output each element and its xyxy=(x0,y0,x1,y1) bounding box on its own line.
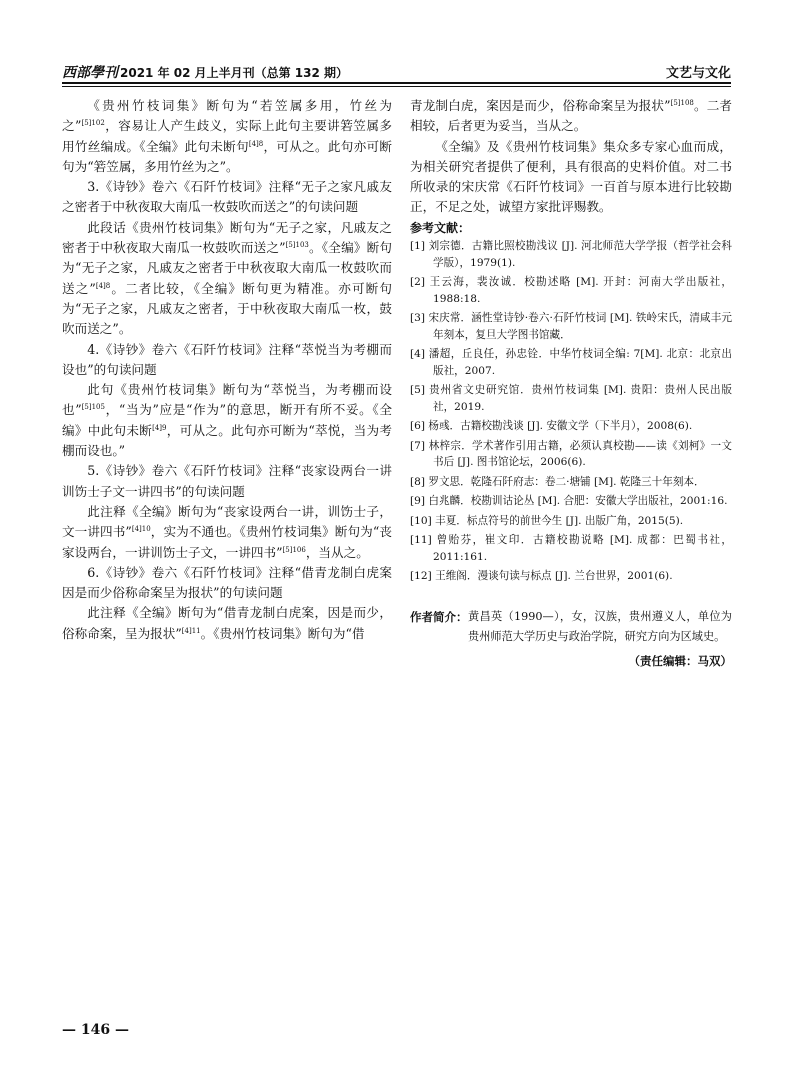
left-column xyxy=(62,96,392,644)
reference-item: [9] 白兆麟．校勘训诂论丛 [M]. 合肥：安徽大学出版社，2001:16. xyxy=(410,495,728,508)
body-heading: 青龙制白虎，案因是而少，俗称命案呈为报状”$^{[5]108}$。二者相较，后者更为妥当，当从之。 xyxy=(410,98,732,134)
body-paragraph: 此注释《全编》断句为“借青龙制白虎案，因是而少，俗称命案，呈为报状”$^{[4]11}$。《贵州竹枝词集》断句为“借 xyxy=(62,605,392,641)
reference-item: [10] 丰夏．标点符号的前世今生 [J]. 出版广角，2015(5). xyxy=(410,514,684,527)
reference-item: [5] 贵州省文史研究馆．贵州竹枝词集 [M]. 贵阳：贵州人民出版社，2019. xyxy=(410,384,732,413)
citation-superscript: [5]105 xyxy=(81,403,105,412)
reference-item: [2] 王云海，裴汝诚．校勘述略 [M]. 开封：河南大学出版社，1988:18. xyxy=(410,276,732,305)
reference-item: [12] 王维阁．漫谈句读与标点 [J]. 兰台世界，2001(6). xyxy=(410,570,673,583)
reference-item: [4] 潘超，丘良任，孙忠铨．中华竹枝词全编: 7[M]. 北京：北京出版社，2007. xyxy=(410,348,732,377)
reference-item: [6] 杨彧．古籍校勘浅谈 [J]. 安徽文学（下半月），2008(6). xyxy=(410,420,693,433)
citation-superscript: [4]11 xyxy=(181,626,201,635)
reference-item: [3] 宋庆常．涵性堂诗钞·卷六·石阡竹枝词 [M]. 铁岭宋氏，清咸丰元年刻本，复旦大学图书馆藏． xyxy=(410,312,732,341)
citation-superscript: [5]106 xyxy=(282,545,306,554)
citation-superscript: [4]8 xyxy=(248,139,264,148)
body-heading: 6.《诗钞》卷六《石阡竹枝词》注释“借青龙制白虎案因是而少俗称命案呈为报状”的句读问题 xyxy=(62,564,392,601)
reference-item: [11] 曾贻芬，崔文印．古籍校勘说略 [M]. 成都：巴蜀书社，2011:161. xyxy=(410,534,732,563)
body-heading: 4.《诗钞》卷六《石阡竹枝词》注释“萃悦当为考棚而设也”的句读问题 xyxy=(62,341,392,377)
header-rule-thin xyxy=(62,86,731,87)
body-paragraph: 《贵州竹枝词集》断句为“若笠属多用，竹丝为之”$^{[5]102}$，容易让人产生歧义，实际上此句主要讲箬笠属多用竹丝编成。《全编》此句未断句$^{[4]8}$，可从之。此句亦可断句为“箬笠属，多用竹丝为之”。 xyxy=(62,98,393,174)
body-heading: 5.《诗钞》卷六《石阡竹枝词》注释“丧家设两台一讲训饬士子文一讲四书”的句读问题 xyxy=(62,463,392,499)
body-paragraph: 此段话《贵州竹枝词集》断句为“无子之家，凡戚友之密者于中秋夜取大南瓜一枚鼓吹而送之”$^{[5]103}$。《全编》断句为“无子之家，凡戚友之密者于中秋夜取大南瓜一枚鼓吹而送之”$^{[4]8}$。二者比较，《全编》断句更为精准。亦可断句为“无子之家，凡戚友之密者，于中秋夜取大南瓜一枚，鼓吹而送之”。 xyxy=(62,219,392,337)
reference-list xyxy=(410,238,732,585)
references-title: 参考文献： xyxy=(410,220,471,235)
right-column-body xyxy=(410,96,732,218)
author-text: 黄昌英（1990—），女，汉族，贵州遵义人，单位为贵州师范大学历史与政治学院，研究方向为区域史。 xyxy=(468,609,732,643)
issue-info: 2021 年 02 月上半月刊（总第 132 期） xyxy=(120,66,349,80)
body-paragraph: 此注释《全编》断句为“丧家设两台一讲，训饬士子，文一讲四书”$^{[4]10}$，实为不通也。《贵州竹枝词集》断句为“丧家设两台，一讲训饬士子文，一讲四书”$^{[5]106}$，当从之。 xyxy=(62,503,392,560)
body-paragraph: 《全编》及《贵州竹枝词集》集众多专家心血而成，为相关研究者提供了便利，具有很高的史料价值。对二书所收录的宋庆常《石阡竹枝词》一百首与原本进行比较勘正，不足之处，诚望方家批评赐教。 xyxy=(410,138,732,215)
right-column xyxy=(410,96,732,671)
page-number: — 146 — xyxy=(62,1022,129,1038)
responsible-editor: （责任编辑：马双） xyxy=(628,653,732,668)
running-header xyxy=(62,62,731,82)
citation-superscript: [4]9 xyxy=(152,423,167,432)
journal-logo: 西部學刊 xyxy=(62,65,118,81)
section-title: 文艺与文化 xyxy=(665,66,731,81)
citation-superscript: [5]103 xyxy=(285,240,309,249)
header-rule xyxy=(62,82,731,84)
author-label: 作者简介： xyxy=(410,609,468,624)
citation-superscript: [5]102 xyxy=(81,119,105,128)
citation-superscript: [5]108 xyxy=(670,98,694,107)
journal-header xyxy=(62,62,348,82)
body-heading: 3.《诗钞》卷六《石阡竹枝词》注释“无子之家凡戚友之密者于中秋夜取大南瓜一枚鼓吹而送之”的句读问题 xyxy=(62,179,392,215)
reference-item: [1] 刘宗德．古籍比照校勘浅议 [J]. 河北师范大学学报（哲学社会科学版），1979(1). xyxy=(410,240,732,269)
citation-superscript: [4]10 xyxy=(131,525,151,534)
citation-superscript: [4]8 xyxy=(95,281,111,290)
reference-item: [7] 林梓宗．学术著作引用古籍，必须认真校勘——读《刘柯》一文书后 [J]. 图书馆论坛，2006(6). xyxy=(410,439,732,469)
author-bio xyxy=(410,607,732,647)
reference-item: [8] 罗文思．乾隆石阡府志：卷二·塘铺 [M]. 乾隆三十年刻本． xyxy=(410,475,705,488)
body-paragraph: 此句《贵州竹枝词集》断句为“萃悦当，为考棚而设也”$^{[5]105}$，“当为”应是“作为”的意思，断开有所不妥。《全编》中此句未断$^{[4]9}$，可从之。此句亦可断为“萃悦，当为考棚而设也。” xyxy=(62,382,393,459)
